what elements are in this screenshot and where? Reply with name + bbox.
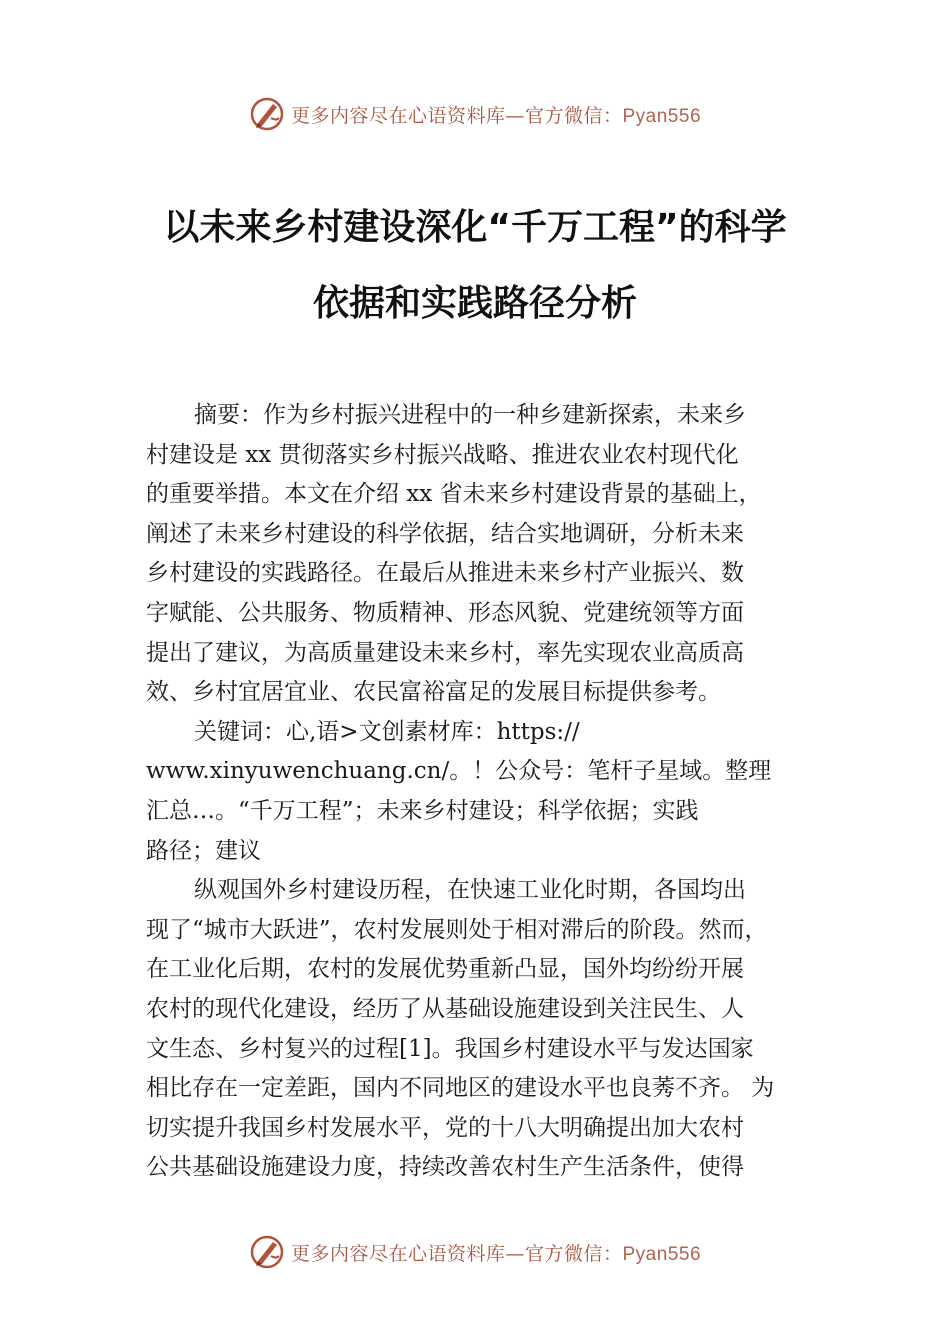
keywords-line: 关键词：心,语>文创素材库：https:// bbox=[194, 718, 580, 745]
document-title-line-2: 依据和实践路径分析 bbox=[312, 283, 637, 324]
body-line: 纵观国外乡村建设历程，在快速工业化时期，各国均出 bbox=[194, 877, 746, 904]
body-line: 在工业化后期，农村的发展优势重新凸显，国外均纷纷开展 bbox=[146, 956, 744, 983]
body-line: 的重要举措。本文在介绍 xx 省未来乡村建设背景的基础上， bbox=[146, 481, 762, 508]
body-line: 现了“城市大跃进”，农村发展则处于相对滞后的阶段。然而， bbox=[146, 916, 768, 943]
body-line: 相比存在一定差距，国内不同地区的建设水平也良莠不齐。 为 bbox=[146, 1075, 775, 1102]
body-line: 农村的现代化建设，经历了从基础设施建设到关注民生、人 bbox=[146, 995, 744, 1022]
keywords-line: www.xinyuwenchuang.cn/。！公众号：笔杆子星域。整理 bbox=[146, 758, 772, 785]
body-line: 阐述了未来乡村建设的科学依据，结合实地调研，分析未来 bbox=[146, 520, 744, 547]
body-line: 公共基础设施建设力度，持续改善农村生产生活条件，使得 bbox=[146, 1154, 744, 1181]
body-line: 文生态、乡村复兴的过程[1]。我国乡村建设水平与发达国家 bbox=[146, 1035, 754, 1062]
body-line: 切实提升我国乡村发展水平，党的十八大明确提出加大农村 bbox=[146, 1114, 744, 1141]
watermark-text bbox=[291, 101, 701, 128]
body-line: 乡村建设的实践路径。在最后从推进未来乡村产业振兴、数 bbox=[146, 560, 744, 587]
wechat-id: Pyan556 bbox=[622, 1243, 702, 1265]
body-line: 效、乡村宜居宜业、农民富裕富足的发展目标提供参考。 bbox=[146, 679, 721, 706]
body-line: 村建设是 xx 贯彻落实乡村振兴战略、推进农业农村现代化 bbox=[146, 441, 739, 468]
body-line: 摘要：作为乡村振兴进程中的一种乡建新探索，未来乡 bbox=[194, 402, 746, 428]
watermark-label: 更多内容尽在心语资料库—官方微信： bbox=[290, 1242, 623, 1265]
body-line: 字赋能、公共服务、物质精神、形态风貌、党建统领等方面 bbox=[146, 599, 744, 626]
watermark-text bbox=[291, 1239, 701, 1266]
wechat-id: Pyan556 bbox=[622, 105, 702, 127]
keywords-line: 汇总…。“千万工程”；未来乡村建设；科学依据；实践 bbox=[146, 797, 699, 824]
keywords-line: 路径；建议 bbox=[146, 837, 261, 864]
watermark-banner-top bbox=[0, 94, 950, 134]
document-title-line-1: 以未来乡村建设深化“千万工程”的科学 bbox=[163, 207, 787, 248]
body-line: 提出了建议，为高质量建设未来乡村，率先实现农业高质高 bbox=[146, 639, 744, 666]
pen-logo-icon bbox=[249, 1234, 285, 1270]
watermark-label: 更多内容尽在心语资料库—官方微信： bbox=[290, 104, 623, 127]
watermark-banner-bottom bbox=[0, 1232, 950, 1272]
document-body bbox=[146, 396, 810, 1188]
pen-logo-icon bbox=[249, 96, 285, 132]
